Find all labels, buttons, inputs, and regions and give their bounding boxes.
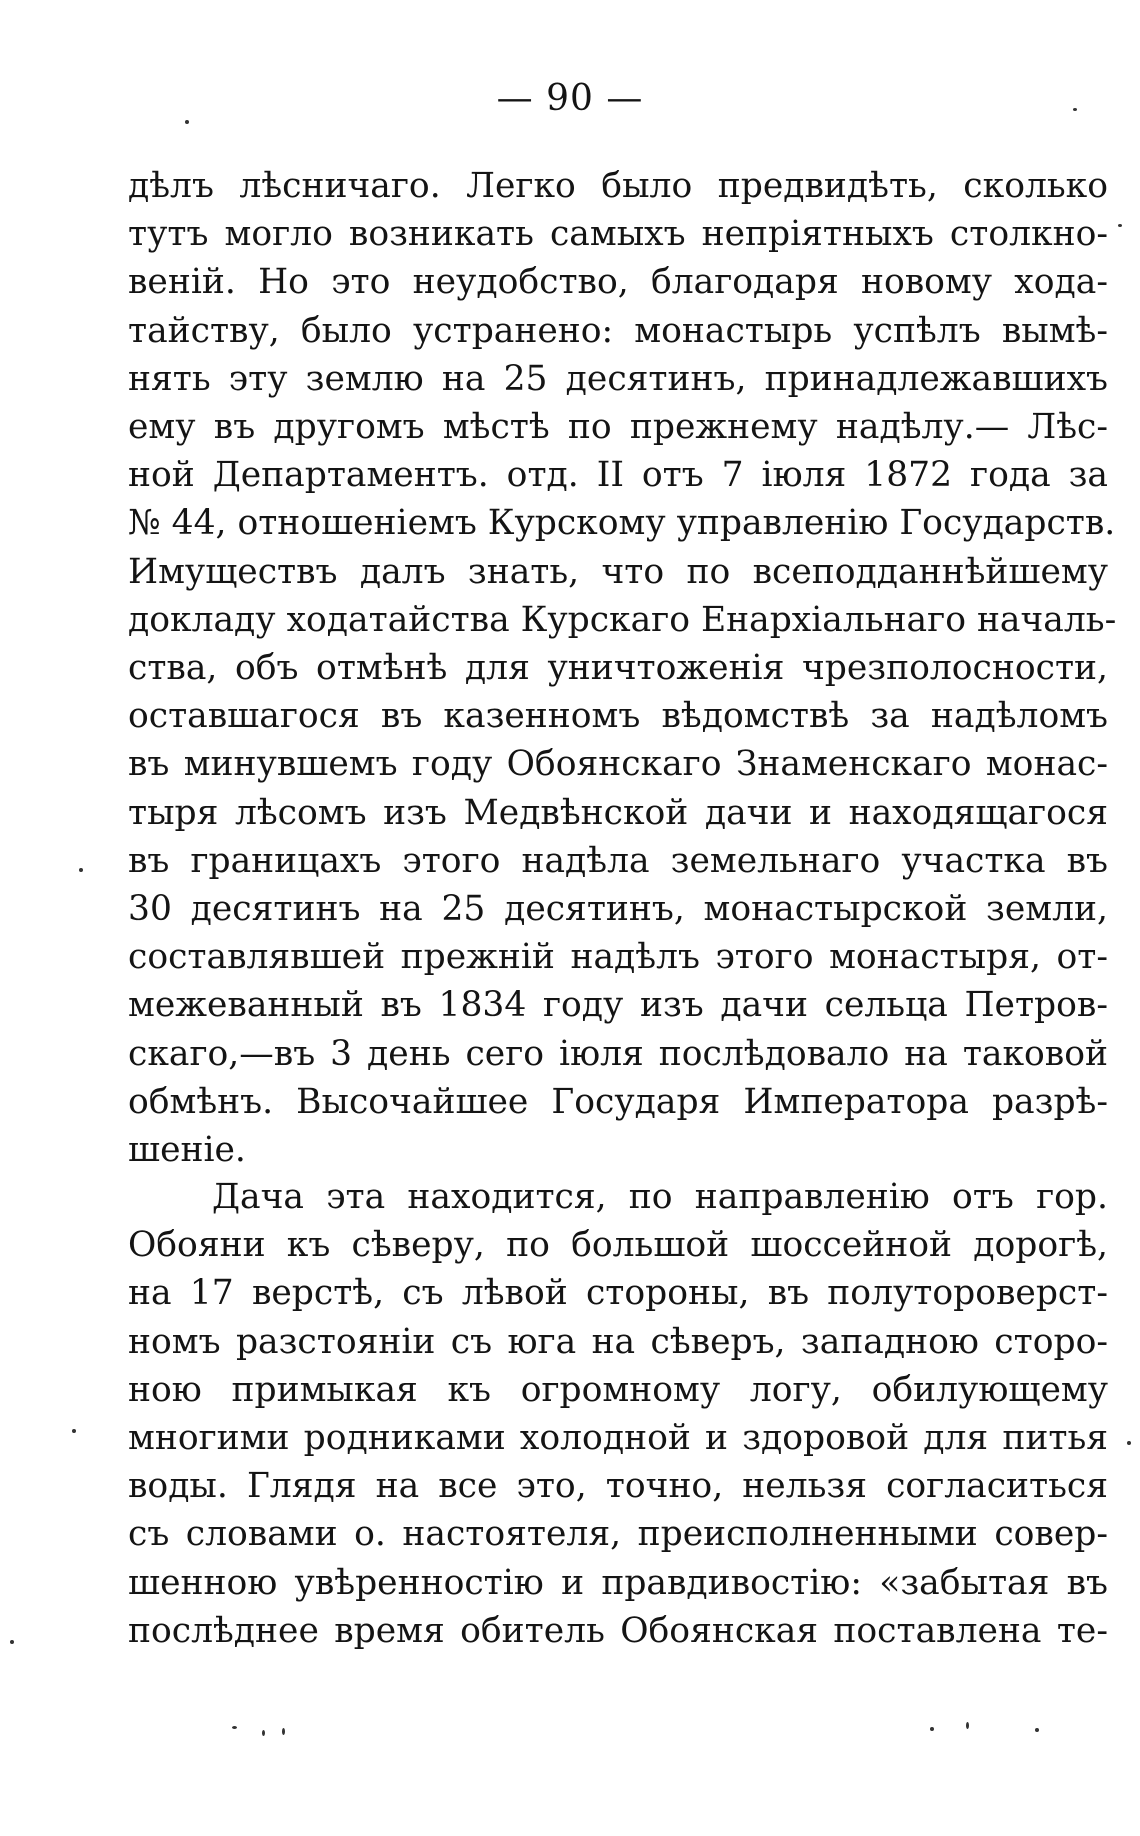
- scan-speck: [1118, 224, 1122, 227]
- paragraph-1: [128, 162, 1117, 1174]
- text-line: № 44, отношеніемъ Курскому управленію Государств.: [128, 503, 1116, 544]
- text-line: тыря лѣсомъ изъ Медвѣнской дачи и находящагося: [128, 792, 1108, 833]
- text-line: въ границахъ этого надѣла земельнаго участка въ: [128, 840, 1108, 881]
- scan-speck: [1127, 1441, 1131, 1445]
- text-line: 30 десятинъ на 25 десятинъ, монастырской земли,: [128, 889, 1108, 930]
- text-line: дѣлъ лѣсничаго. Легко было предвидѣть, сколько: [128, 166, 1108, 206]
- scan-speck: [1073, 108, 1077, 111]
- scan-speck: [79, 868, 83, 872]
- text-line: скаго,—въ 3 день сего іюля послѣдовало на таковой: [128, 1033, 1108, 1074]
- page-number: — 90 —: [496, 78, 644, 119]
- text-line: составлявшей прежній надѣлъ этого монастыря, от-: [128, 937, 1108, 978]
- text-line: шеніе.: [128, 1130, 246, 1171]
- text-line: Обояни къ сѣверу, по большой шоссейной дорогѣ,: [128, 1225, 1108, 1266]
- text-line: оставшагося въ казенномъ вѣдомствѣ за надѣломъ: [128, 696, 1108, 737]
- text-line: обмѣнъ. Высочайшее Государя Императора разрѣ-: [128, 1081, 1108, 1122]
- scan-speck: [966, 1722, 969, 1729]
- text-line: послѣднее время обитель Обоянская поставлена те-: [128, 1610, 1108, 1651]
- text-line: нять эту землю на 25 десятинъ, принадлежавшихъ: [128, 358, 1108, 399]
- scan-speck: [185, 120, 189, 124]
- text-line: тутъ могло возникать самыхъ непріятныхъ столкно-: [128, 214, 1108, 255]
- paragraph-2: [128, 1173, 1108, 1655]
- text-line: Дача эта находится, по направленію отъ гор.: [212, 1177, 1108, 1217]
- text-line: многими родниками холодной и здоровой для питья: [128, 1418, 1108, 1459]
- text-line: ною примыкая къ огромному логу, обилующему: [128, 1369, 1108, 1410]
- text-line: съ словами о. настоятеля, преисполненными совер-: [128, 1514, 1108, 1555]
- scan-speck: [930, 1727, 934, 1731]
- text-line: ства, объ отмѣнѣ для уничтоженія чрезполосности,: [128, 648, 1108, 689]
- scan-speck: [232, 1726, 237, 1729]
- scan-speck: [1035, 1728, 1039, 1732]
- scan-speck: [282, 1728, 285, 1735]
- text-line: веній. Но это неудобство, благодаря новому хода-: [128, 262, 1108, 303]
- text-line: тайству, было устранено: монастырь успѣлъ вымѣ-: [128, 310, 1108, 351]
- text-line: ной Департаментъ. отд. II отъ 7 іюля 1872 года за: [128, 455, 1108, 496]
- scan-speck: [72, 1429, 76, 1433]
- text-line: ему въ другомъ мѣстѣ по прежнему надѣлу.— Лѣс-: [128, 407, 1108, 448]
- scan-speck: [10, 1640, 14, 1644]
- text-line: Имуществъ далъ знать, что по всеподданнѣйшему: [128, 551, 1108, 592]
- text-line: шенною увѣренностію и правдивостію: «забытая въ: [128, 1562, 1108, 1603]
- text-line: докладу ходатайства Курскаго Енархіальнаго началь-: [128, 599, 1117, 640]
- text-line: номъ разстояніи съ юга на сѣверъ, западною сторо-: [128, 1321, 1108, 1362]
- scan-speck: [262, 1730, 265, 1736]
- text-line: на 17 верстѣ, съ лѣвой стороны, въ полутороверст-: [128, 1273, 1108, 1314]
- text-line: воды. Глядя на все это, точно, нельзя согласиться: [128, 1466, 1108, 1507]
- text-line: въ минувшемъ году Обоянскаго Знаменскаго монас-: [128, 744, 1108, 785]
- text-line: межеванный въ 1834 году изъ дачи сельца Петров-: [128, 985, 1108, 1026]
